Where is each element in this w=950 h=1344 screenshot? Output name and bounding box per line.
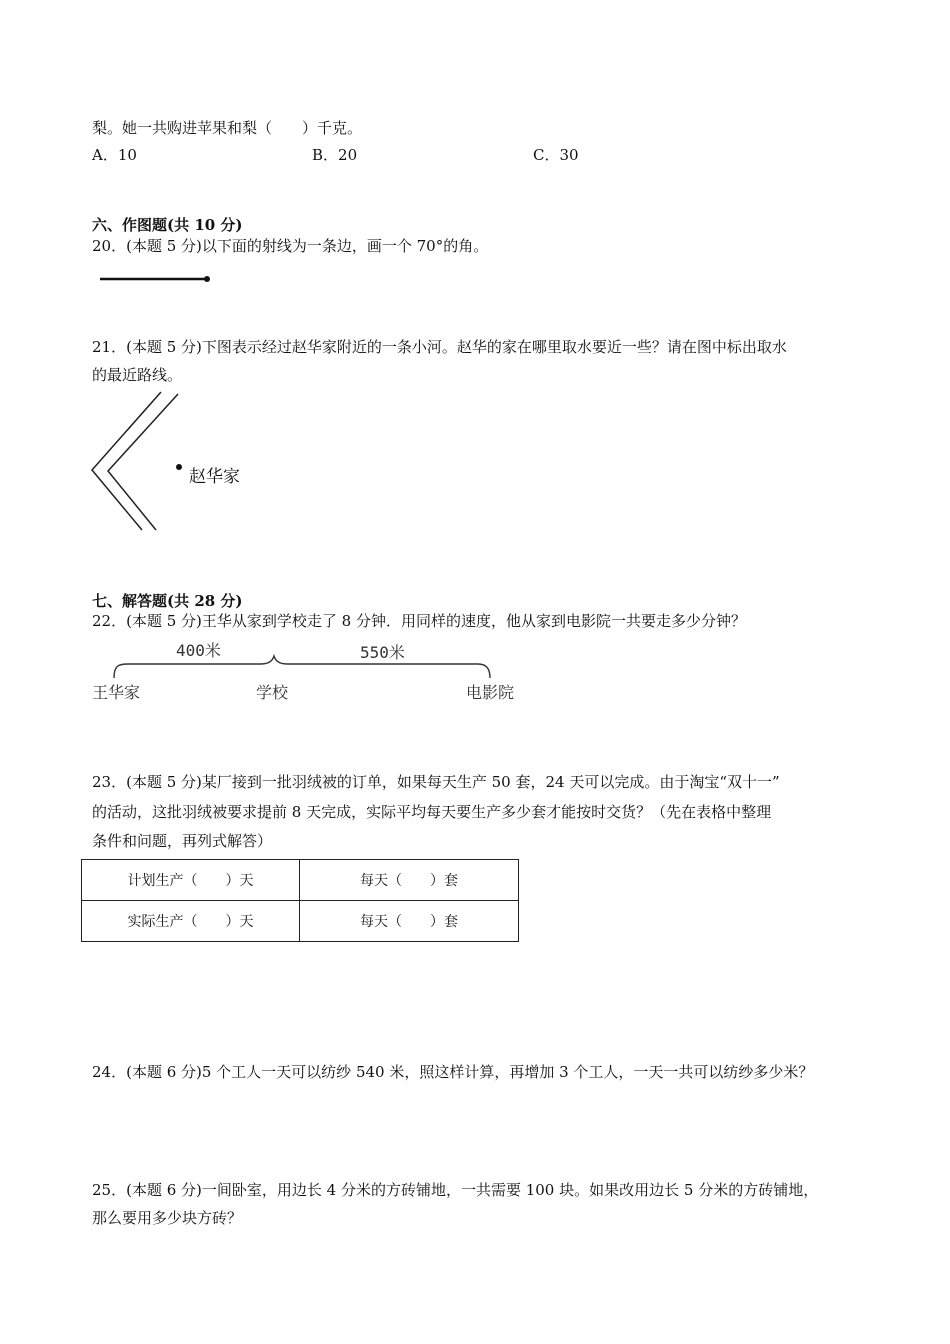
- distance-braces: [88, 654, 498, 686]
- distance-label-2: 550米: [360, 643, 405, 662]
- section7-heading: 七、解答题(共 28 分): [92, 592, 243, 610]
- q19-option-c: C．30: [533, 146, 579, 164]
- q23-table: [81, 859, 519, 942]
- table-cell-actual-days[interactable]: 实际生产（ ）天: [82, 901, 300, 942]
- ray-endpoint: [204, 276, 210, 282]
- place-home: 王华家: [92, 683, 141, 702]
- table-cell-plan-per-day[interactable]: 每天（ ）套: [300, 860, 519, 901]
- section6-heading: 六、作图题(共 10 分): [92, 216, 243, 234]
- q19-option-b: B．20: [312, 146, 358, 164]
- q19-option-a: A．10: [92, 146, 137, 164]
- river-bank-inner: [108, 394, 178, 530]
- table-cell-actual-per-day[interactable]: 每天（ ）套: [300, 901, 519, 942]
- q21-text-1: 21．(本题 5 分)下图表示经过赵华家附近的一条小河。赵华的家在哪里取水要近一些？请在图中标出取水: [92, 338, 787, 356]
- place-cinema: 电影院: [466, 683, 515, 702]
- table-row: [82, 901, 519, 942]
- table-row: [82, 860, 519, 901]
- brace-path: [114, 656, 490, 678]
- river-bank-outer: [92, 392, 161, 530]
- q23-text-2: 的活动，这批羽绒被要求提前 8 天完成，实际平均每天要生产多少套才能按时交货？（先在表格中整理: [92, 803, 772, 821]
- table-cell-plan-days[interactable]: 计划生产（ ）天: [82, 860, 300, 901]
- place-school: 学校: [256, 683, 289, 702]
- q25-text-1: 25．(本题 6 分)一间卧室，用边长 4 分米的方砖铺地，一共需要 100 块。如果改用边长 5 分米的方砖铺地，: [92, 1181, 819, 1199]
- ray-figure: [96, 272, 216, 286]
- q24-text: 24．(本题 6 分)5 个工人一天可以纺纱 540 米，照这样计算，再增加 3 个工人，一天一共可以纺纱多少米？: [92, 1063, 814, 1081]
- q25-text-2: 那么要用多少块方砖？: [92, 1209, 243, 1227]
- q20-text: 20．(本题 5 分)以下面的射线为一条边，画一个 70°的角。: [92, 237, 489, 255]
- distance-label-1: 400米: [176, 641, 221, 660]
- q22-text: 22．(本题 5 分)王华从家到学校走了 8 分钟．用同样的速度，他从家到电影院一共要走多少分钟？: [92, 612, 746, 630]
- q23-text-3: 条件和问题，再列式解答）: [92, 832, 273, 850]
- river-figure: [88, 390, 188, 535]
- home-dot: [175, 463, 183, 471]
- q23-text-1: 23．(本题 5 分)某厂接到一批羽绒被的订单，如果每天生产 50 套，24 天可以完成。由于淘宝“双十一”: [92, 773, 780, 791]
- home-label: 赵华家: [189, 467, 240, 487]
- q21-text-2: 的最近路线。: [92, 366, 183, 384]
- q19-text: 梨。她一共购进苹果和梨（ ）千克。: [92, 119, 363, 137]
